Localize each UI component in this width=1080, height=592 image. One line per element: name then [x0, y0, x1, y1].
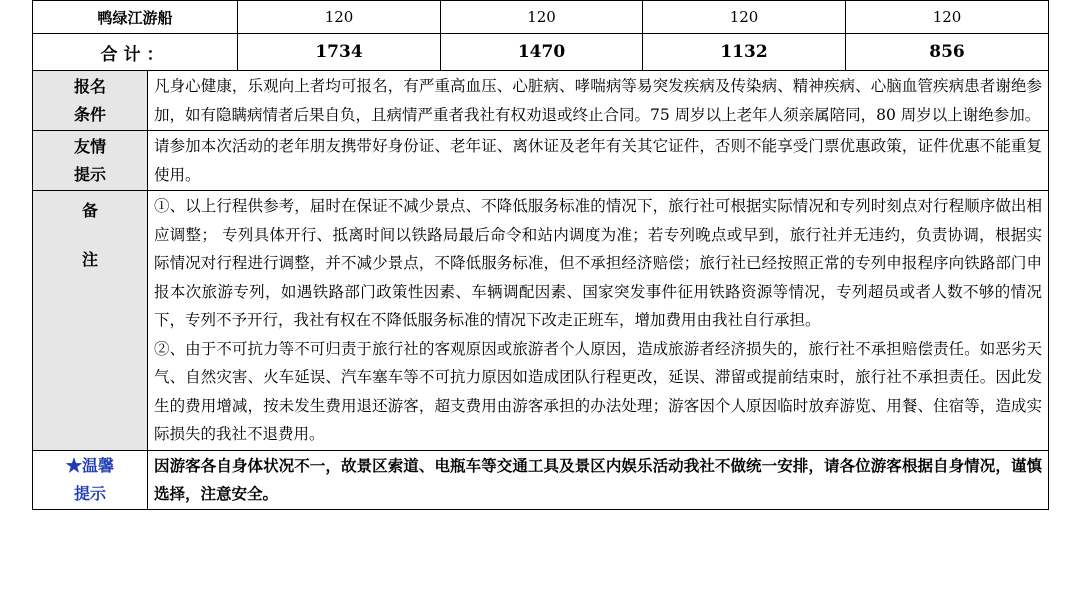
total-cell: 1470 [441, 34, 643, 71]
warm-text: 因游客各自身体状况不一，故景区索道、电瓶车等交通工具及景区内娱乐活动我社不做统一安排，请各位游客根据自身情况，谨慎选择，注意安全。 [148, 450, 1049, 509]
remarks-text [148, 191, 1049, 451]
item-name: 鸭绿江游船 [33, 1, 238, 34]
total-row [33, 34, 1049, 71]
total-cell: 856 [846, 34, 1049, 71]
friendly-text: 请参加本次活动的老年朋友携带好身份证、老年证、离休证及老年有关其它证件，否则不能享受门票优惠政策，证件优惠不能重复使用。 [148, 131, 1049, 191]
friendly-row [33, 131, 1049, 191]
itinerary-table [32, 0, 1049, 510]
warm-label-line: 提示 [73, 483, 106, 503]
total-cell: 1132 [643, 34, 846, 71]
friendly-label-line: 提示 [73, 164, 106, 184]
warm-label [33, 450, 148, 509]
price-cell: 120 [846, 1, 1049, 34]
remarks-label-line: 备 [81, 201, 98, 220]
total-cell: 1734 [238, 34, 441, 71]
price-row [33, 1, 1049, 34]
price-cell: 120 [238, 1, 441, 34]
signup-label-line: 报名 [73, 76, 106, 96]
price-cell: 120 [441, 1, 643, 34]
remarks-paragraph: ①、以上行程供参考，届时在保证不减少景点、不降低服务标准的情况下，旅行社可根据实际情况和专列时刻点对行程顺序做出相应调整； 专列具体开行、抵离时间以铁路局最后命令和站内调度为准；若专列晚点或早到，旅行社并无违约，负责协调，根据实际情况对行程进行调整，并不减少景点，不降低服务标准，但不承担经济赔偿；旅行社已经按照正常的专列申报程序向铁路部门申报本次旅游专列，如遇铁路部门政策性因素、车辆调配因素、国家突发事件征用铁路资源等情况，专列超员或者人数不够的情况下，专列不予开行，我社有权在不降低服务标准的情况下改走正班车，增加费用由我社自行承担。 [154, 197, 1043, 329]
total-label: 合计： [33, 34, 238, 71]
remarks-label [33, 191, 148, 451]
friendly-label-line: 友情 [73, 136, 106, 156]
price-cell: 120 [643, 1, 846, 34]
signup-label [33, 71, 148, 131]
remarks-label-line: 注 [81, 250, 98, 269]
signup-label-line: 条件 [73, 104, 106, 124]
signup-row [33, 71, 1049, 131]
remarks-row [33, 191, 1049, 451]
warm-row [33, 450, 1049, 509]
warm-label-line: ★温馨 [65, 455, 114, 475]
remarks-paragraph: ②、由于不可抗力等不可归责于旅行社的客观原因或旅游者个人原因，造成旅游者经济损失的，旅行社不承担赔偿责任。如恶劣天气、自然灾害、火车延误、汽车塞车等不可抗力原因如造成团队行程更改，延误、滞留或提前结束时，旅行社不承担责任。因此发生的费用增减，按未发生费用退还游客，超支费用由游客承担的办法处理；游客因个人原因临时放弃游览、用餐、住宿等，造成实际损失的我社不退费用。 [154, 339, 1043, 443]
signup-text: 凡身心健康，乐观向上者均可报名，有严重高血压、心脏病、哮喘病等易突发疾病及传染病、精神疾病、心脑血管疾病患者谢绝参加，如有隐瞒病情者后果自负，且病情严重者我社有权劝退或终止合同。75 周岁以上老年人须亲属陪同，80 周岁以上谢绝参加。 [148, 71, 1049, 131]
friendly-label [33, 131, 148, 191]
